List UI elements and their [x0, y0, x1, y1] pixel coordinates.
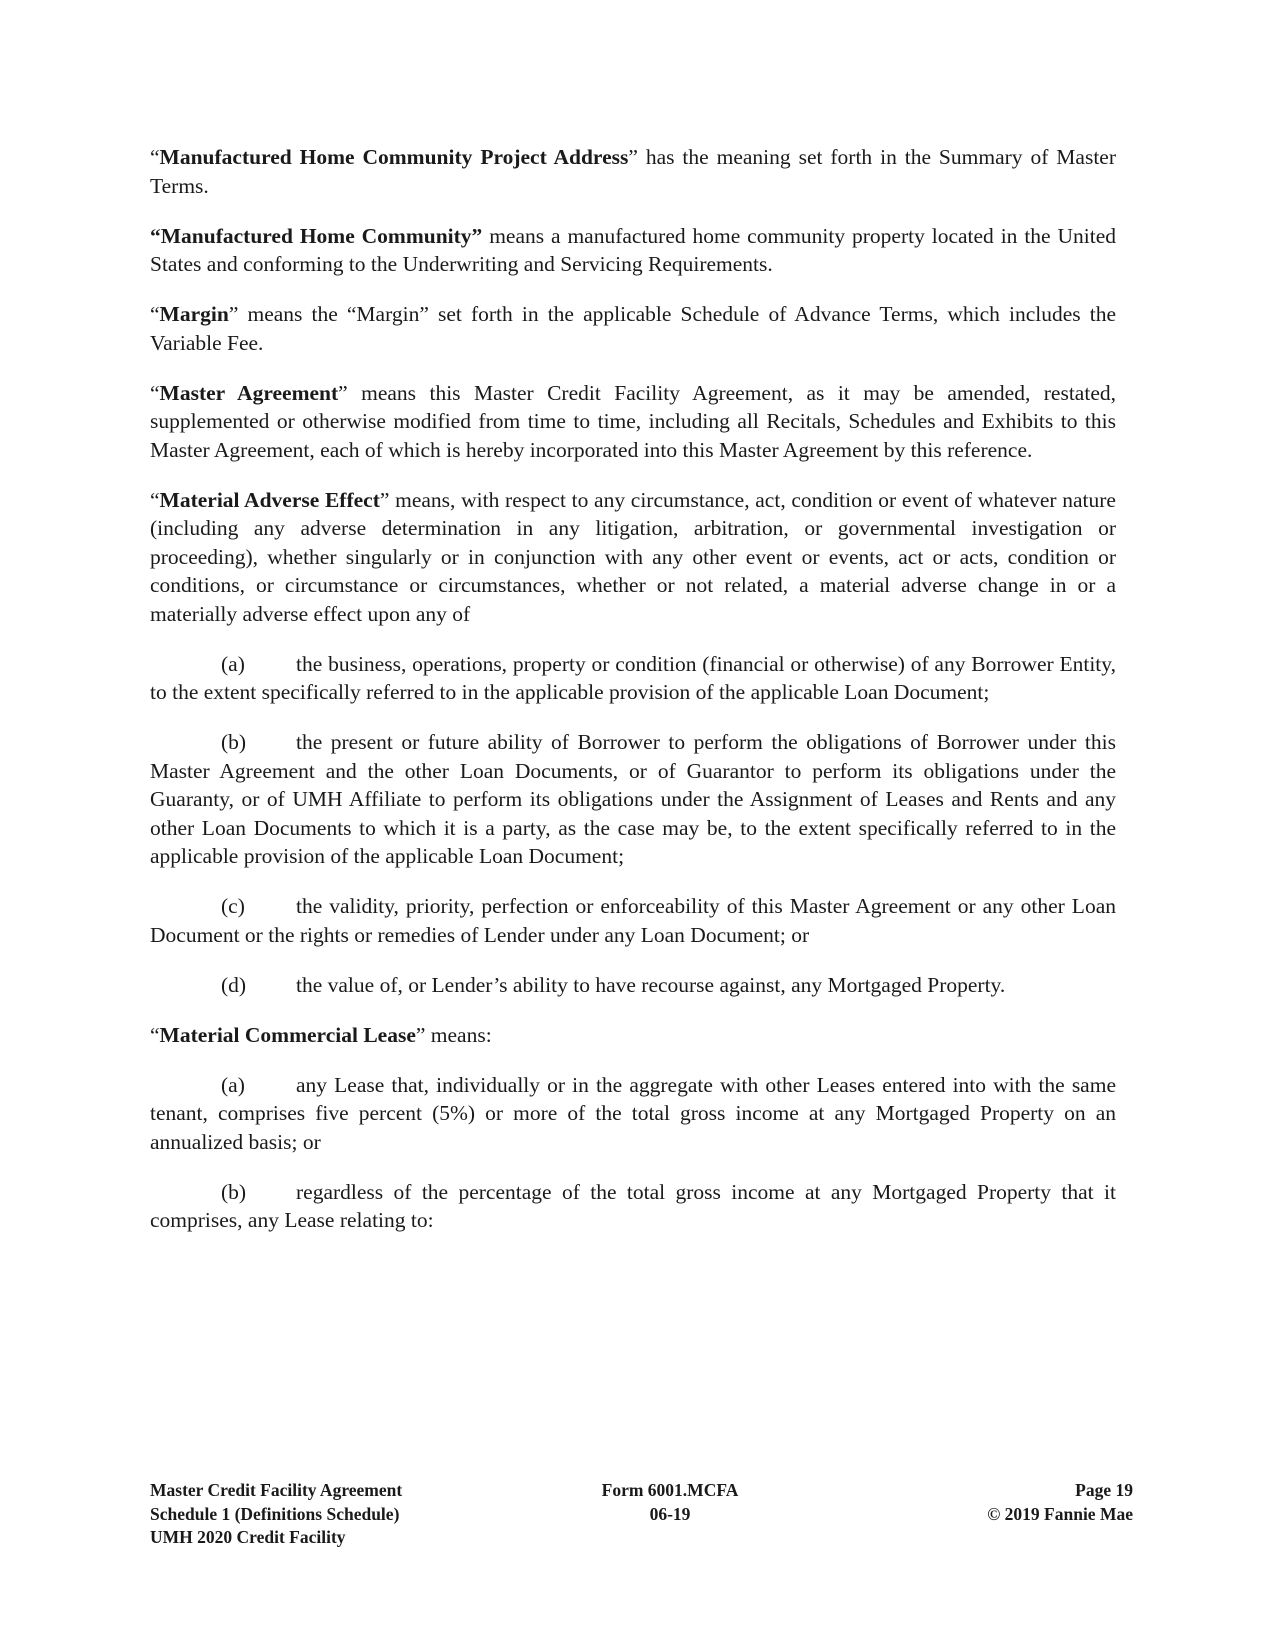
defined-term: Margin [159, 302, 229, 326]
defined-term: Master Agreement [159, 380, 339, 405]
footer-document-title: Master Credit Facility Agreement [150, 1480, 403, 1500]
defined-term: Material Adverse Effect [159, 487, 380, 512]
definition-material-adverse-effect: “Material Adverse Effect” means, with respect to any circumstance, act, condition or event of whatever nature (including any adverse determination in any litigation, arbitration, or governmental investigation or proceeding), whether singularly or in conjunction with any other event or events, act or acts, condition or conditions, or circumstance or circumstances, whether or not related, a material adverse change in or a materially adverse effect upon any of [150, 487, 1116, 626]
definition-project-address: “Manufactured Home Community Project Address” has the meaning set forth in the Summary of Master Terms. [150, 145, 1116, 198]
defined-term: Material Commercial Lease [159, 1022, 416, 1047]
definition-material-commercial-lease: “Material Commercial Lease” means: [150, 1022, 492, 1047]
mae-item-b: (b) the present or future ability of Borrower to perform the obligations of Borrower under this Master Agreement and the other Loan Documents, or of Guarantor to perform its obligations under the Guaranty, or of UMH Affiliate to perform its obligations under the Assignment of Leases and Rents and any other Loan Documents to which it is a party, as the case may be, to the extent specifically referred to in the applicable provision of the applicable Loan Document; [150, 730, 1116, 868]
definition-master-agreement: “Master Agreement” means this Master Credit Facility Agreement, as it may be amended, restated, supplemented or otherwise modified from time to time, including all Recitals, Schedules and Exhibits to this Master Agreement, each of which is hereby incorporated into this Master Agreement by this reference. [150, 380, 1116, 462]
footer-copyright: © 2019 Fannie Mae [987, 1503, 1133, 1524]
footer-right [987, 1479, 1133, 1526]
mae-item-a: (a) the business, operations, property or condition (financial or otherwise) of any Borrower Entity, to the extent specifically referred to in the applicable provision of the applicable Loan Document; [150, 651, 1116, 704]
definition-margin: “Margin” means the “Margin” set forth in the applicable Schedule of Advance Terms, which includes the Variable Fee. [150, 302, 1116, 355]
mcl-item-b: (b) regardless of the percentage of the total gross income at any Mortgaged Property that it comprises, any Lease relating to: [150, 1179, 1116, 1232]
footer-facility: UMH 2020 Credit Facility [150, 1527, 346, 1547]
mae-item-d: (d) the value of, or Lender’s ability to have recourse against, any Mortgaged Property. [221, 972, 1006, 997]
footer-schedule: Schedule 1 (Definitions Schedule) [150, 1503, 400, 1524]
defined-term: “Manufactured Home Community” [150, 223, 483, 248]
footer-middle [580, 1479, 760, 1526]
footer-page-number: Page 19 [1075, 1480, 1133, 1500]
mae-item-c: (c) the validity, priority, perfection or enforceability of this Master Agreement or any other Loan Document or the rights or remedies of Lender under any Loan Document; or [150, 894, 1116, 947]
document-body [150, 143, 1116, 1256]
footer-form-number: Form 6001.MCFA [601, 1480, 739, 1500]
mcl-item-a: (a) any Lease that, individually or in the aggregate with other Leases entered into with the same tenant, comprises five percent (5%) or more of the total gross income at any Mortgaged Property on an annualized basis; or [150, 1072, 1116, 1154]
footer-form-date: 06-19 [649, 1503, 691, 1524]
defined-term: Manufactured Home Community Project Address [159, 145, 629, 169]
footer-left [150, 1479, 402, 1550]
definition-manufactured-home-community: “Manufactured Home Community” means a manufactured home community property located in the United States and conforming to the Underwriting and Servicing Requirements. [150, 223, 1116, 276]
